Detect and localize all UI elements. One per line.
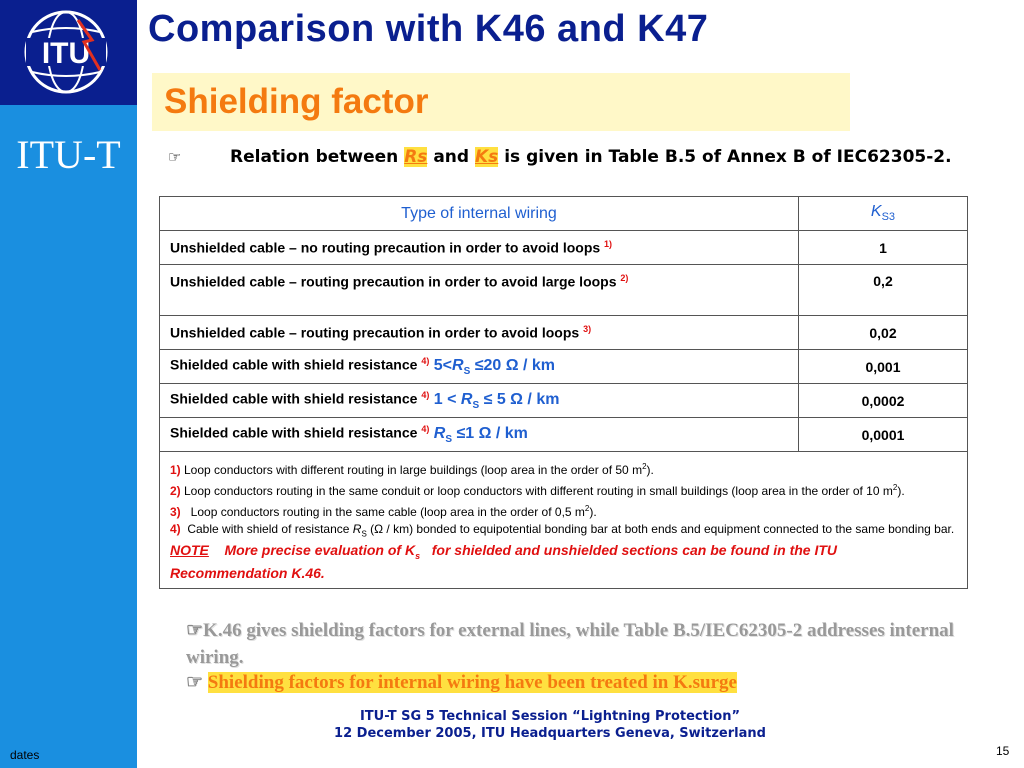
- note-4: 4) Cable with shield of resistance $R_S$ (Ω / km) bonded to equipotential bonding bar at both ends and equipment connected to the same bonding bar.: [170, 522, 955, 539]
- row-value: 0,0002: [799, 384, 968, 418]
- itu-t-brand: ITU-T: [16, 132, 121, 177]
- row-value: 1: [799, 231, 968, 265]
- footer-line-1: ITU-T SG 5 Technical Session “Lightning Protection”: [359, 709, 741, 724]
- notes-row: [160, 452, 968, 589]
- ksurge-bullet: [186, 671, 737, 694]
- slide-title: Comparison with K46 and K47: [148, 8, 709, 50]
- ks-highlight: Ks: [475, 147, 499, 167]
- relation-bullet: [168, 147, 952, 167]
- table-row: [160, 316, 968, 350]
- row-label: Unshielded cable – routing precaution in order to avoid loops $^{3)}$: [160, 316, 799, 350]
- globe-icon: [0, 0, 137, 105]
- table-row: [160, 231, 968, 265]
- header-k: K: [870, 203, 882, 221]
- relation-text-mid: and: [427, 147, 475, 167]
- pointing-hand-icon: ☞: [186, 620, 204, 641]
- pointing-hand-icon: ☞: [186, 672, 204, 693]
- header-s3: S3: [881, 211, 896, 224]
- note-1: 1) Loop conductors with different routing in large buildings (loop area in the order of 50 $m^2$).: [170, 462, 654, 477]
- header-wiring-type: Type of internal wiring: [160, 197, 799, 231]
- footer-line-2: 12 December 2005, ITU Headquarters Geneva, Switzerland: [334, 726, 766, 741]
- table-row: [160, 384, 968, 418]
- table-row: [160, 265, 968, 316]
- note-2: 2) Loop conductors routing in the same conduit or loop conductors with different routing in small buildings (loop area in the order of 10 $m^2$).: [170, 483, 905, 498]
- table-row: [160, 350, 968, 384]
- row-label: Shielded cable with shield resistance $^{4)}$ $5<R_S \le 20$ Ω / km: [160, 350, 799, 384]
- svg-text:ITU: ITU: [41, 37, 91, 70]
- sidebar: [0, 0, 137, 768]
- row-label: Shielded cable with shield resistance $^{4)}$ $R_S \le 1$ Ω / km: [160, 418, 799, 452]
- pointing-hand-icon: ☞: [168, 148, 182, 166]
- k46-bullet: [186, 617, 956, 671]
- row-value: 0,02: [799, 316, 968, 350]
- row-label: Unshielded cable – routing precaution in order to avoid large loops $^{2)}$: [160, 265, 799, 316]
- rs-highlight: Rs: [404, 147, 428, 167]
- subtitle-box: [152, 73, 850, 131]
- itu-logo: [0, 0, 137, 105]
- page-number: 15: [996, 744, 1010, 758]
- header-ks3: [799, 197, 968, 231]
- dates-label: dates: [10, 748, 40, 762]
- table-header-row: [160, 197, 968, 231]
- slide-subtitle: Shielding factor: [164, 82, 429, 121]
- row-value: 0,2: [799, 265, 968, 316]
- note-3: 3) Loop conductors routing in the same cable (loop area in the order of 0,5 $m^2$).: [170, 504, 597, 519]
- row-value: 0,0001: [799, 418, 968, 452]
- wiring-table: [159, 196, 968, 589]
- relation-text-post: is given in Table B.5 of Annex B of IEC62305-2.: [498, 147, 952, 167]
- row-label: Unshielded cable – no routing precaution in order to avoid loops $^{1)}$: [160, 231, 799, 265]
- relation-text-pre: Relation between: [230, 147, 405, 167]
- row-value: 0,001: [799, 350, 968, 384]
- note-k46: NOTE More precise evaluation of $K_s$ for shielded and unshielded sections can be found in the ITU Recommendation K.46.: [170, 542, 841, 582]
- row-label: Shielded cable with shield resistance $^{4)}$ $1 < R_S \le 5$ Ω / km: [160, 384, 799, 418]
- footer: [250, 708, 850, 742]
- table-row: [160, 418, 968, 452]
- table-notes: [160, 452, 968, 589]
- k46-text: K.46 gives shielding factors for external lines, while Table B.5/IEC62305-2 addresses internal wiring.: [186, 620, 954, 668]
- ksurge-text: Shielding factors for internal wiring have been treated in K.surge: [207, 672, 737, 693]
